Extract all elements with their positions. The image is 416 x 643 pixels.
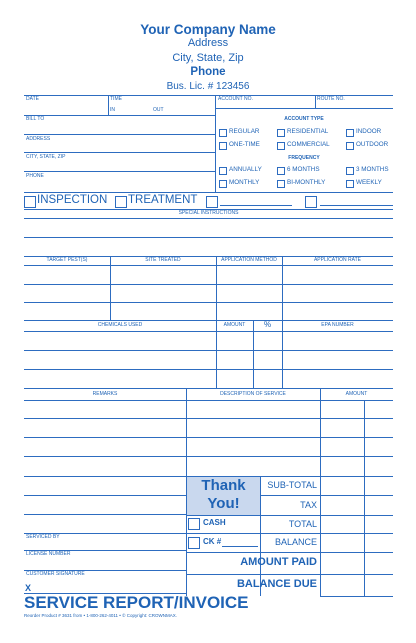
you-text: You! xyxy=(207,495,240,512)
rule xyxy=(110,256,111,320)
chemicals-used-header: CHEMICALS USED xyxy=(97,322,143,328)
epa-number-header: EPA NUMBER xyxy=(321,322,354,328)
balance-due-label: BALANCE DUE xyxy=(236,578,317,590)
residential-label: RESIDENTIAL xyxy=(287,128,329,135)
one-time-label: ONE-TIME xyxy=(229,141,260,148)
annually-checkbox[interactable] xyxy=(219,167,227,175)
three-months-checkbox[interactable] xyxy=(346,167,354,175)
rule xyxy=(24,152,215,153)
rule xyxy=(24,171,215,172)
regular-label: REGULAR xyxy=(229,128,260,135)
serviced-by-label: SERVICED BY xyxy=(26,534,60,540)
remarks-line[interactable] xyxy=(24,495,186,496)
cash-label: CASH xyxy=(203,518,226,527)
six-months-label: 6 MONTHS xyxy=(287,166,320,173)
check-checkbox[interactable] xyxy=(188,537,200,549)
rule xyxy=(24,115,215,116)
time-in-label: IN xyxy=(110,107,115,113)
commercial-checkbox[interactable] xyxy=(277,142,285,150)
remarks-header: REMARKS xyxy=(92,391,118,397)
check-number-label: CK # xyxy=(203,537,222,546)
company-city-state-zip: City, State, Zip xyxy=(172,52,244,64)
address-label: ADDRESS xyxy=(26,136,51,142)
cash-checkbox[interactable] xyxy=(188,518,200,530)
bi-monthly-checkbox[interactable] xyxy=(277,180,285,188)
signature-x-mark: X xyxy=(25,583,32,593)
sub-total-label: SUB-TOTAL xyxy=(267,480,317,490)
frequency-title: FREQUENCY xyxy=(288,155,320,161)
rule xyxy=(24,265,393,266)
table-row xyxy=(24,418,393,419)
description-header: DESCRIPTION OF SERVICE xyxy=(220,391,286,397)
city-state-zip-label: CITY, STATE, ZIP xyxy=(26,154,66,160)
indoor-checkbox[interactable] xyxy=(346,129,354,137)
special-instructions-label: SPECIAL INSTRUCTIONS xyxy=(178,210,239,216)
percent-header: % xyxy=(263,320,272,329)
company-phone: Phone xyxy=(190,66,226,78)
date-label: DATE xyxy=(26,96,39,102)
outdoor-checkbox[interactable] xyxy=(346,142,354,150)
other-service-checkbox-2[interactable] xyxy=(305,196,317,208)
rule xyxy=(215,108,393,109)
table-row xyxy=(24,437,393,438)
one-time-checkbox[interactable] xyxy=(219,142,227,150)
license-number-label: LICENSE NUMBER xyxy=(26,551,71,557)
bi-monthly-label: BI-MONTHLY xyxy=(287,179,326,186)
treatment-label: TREATMENT xyxy=(128,194,198,206)
remarks-line[interactable] xyxy=(24,514,186,515)
time-out-label: OUT xyxy=(153,107,164,113)
total-label: TOTAL xyxy=(288,519,317,529)
other-service-line-2[interactable] xyxy=(320,205,393,206)
table-row xyxy=(24,369,393,370)
balance-label: BALANCE xyxy=(274,537,317,547)
rule xyxy=(260,495,393,496)
application-method-header: APPLICATION METHOD xyxy=(221,257,277,263)
weekly-label: WEEKLY xyxy=(356,179,382,186)
rule xyxy=(320,388,321,596)
rule xyxy=(282,320,283,388)
table-row xyxy=(24,302,393,303)
rule xyxy=(24,192,393,193)
application-rate-header: APPLICATION RATE xyxy=(313,257,362,263)
rule xyxy=(216,320,217,388)
customer-signature-label: CUSTOMER SIGNATURE xyxy=(26,571,85,577)
amount-header: AMOUNT xyxy=(223,322,246,328)
company-address: Address xyxy=(187,37,229,49)
thank-text: Thank xyxy=(201,477,246,494)
rule xyxy=(24,331,393,332)
rule xyxy=(253,320,254,388)
form-title: SERVICE REPORT/INVOICE xyxy=(24,593,249,612)
target-pest-header: TARGET PEST(S) xyxy=(46,257,88,263)
regular-checkbox[interactable] xyxy=(219,129,227,137)
inspection-checkbox[interactable] xyxy=(24,196,36,208)
rule xyxy=(215,95,216,192)
reorder-text: Reorder Product # 3631 from • 1-800-262-4011 • © Copyright: CROWNMAX. xyxy=(24,613,177,618)
table-row xyxy=(24,350,393,351)
weekly-checkbox[interactable] xyxy=(346,180,354,188)
six-months-checkbox[interactable] xyxy=(277,167,285,175)
treatment-checkbox[interactable] xyxy=(115,196,127,208)
rule xyxy=(24,134,215,135)
table-row xyxy=(24,284,393,285)
other-service-line-1[interactable] xyxy=(220,205,292,206)
company-name: Your Company Name xyxy=(140,22,276,37)
table-row xyxy=(24,456,393,457)
rule xyxy=(24,400,393,401)
bill-to-label: BILL TO xyxy=(26,116,45,122)
account-no-label: ACCOUNT NO. xyxy=(218,96,253,102)
rule xyxy=(216,256,217,320)
rule xyxy=(364,400,365,596)
rule xyxy=(24,388,393,389)
rule xyxy=(315,95,316,108)
indoor-label: INDOOR xyxy=(356,128,382,135)
rule xyxy=(108,95,109,115)
route-no-label: ROUTE NO. xyxy=(317,96,345,102)
check-number-line[interactable] xyxy=(222,546,258,547)
rule xyxy=(320,596,393,597)
amount-col-header: AMOUNT xyxy=(345,391,368,397)
tax-label: TAX xyxy=(300,500,317,510)
business-license: Bus. Lic. # 123456 xyxy=(166,81,250,92)
rule xyxy=(282,256,283,320)
phone-label: PHONE xyxy=(26,173,44,179)
special-instructions-line[interactable] xyxy=(24,237,393,238)
outdoor-label: OUTDOOR xyxy=(356,141,389,148)
rule xyxy=(186,533,393,534)
rule xyxy=(24,218,393,219)
rule xyxy=(186,515,393,516)
other-service-checkbox-1[interactable] xyxy=(206,196,218,208)
three-months-label: 3 MONTHS xyxy=(356,166,389,173)
monthly-checkbox[interactable] xyxy=(219,180,227,188)
residential-checkbox[interactable] xyxy=(277,129,285,137)
account-type-title: ACCOUNT TYPE xyxy=(284,116,324,122)
monthly-label: MONTHLY xyxy=(229,179,260,186)
site-treated-header: SITE TREATED xyxy=(145,257,181,263)
annually-label: ANNUALLY xyxy=(229,166,262,173)
inspection-label: INSPECTION xyxy=(37,194,108,206)
commercial-label: COMMERCIAL xyxy=(287,141,330,148)
rule xyxy=(186,552,393,553)
rule xyxy=(24,320,393,321)
time-label: TIME xyxy=(110,96,122,102)
rule xyxy=(186,574,393,575)
amount-paid-label: AMOUNT PAID xyxy=(240,556,317,568)
